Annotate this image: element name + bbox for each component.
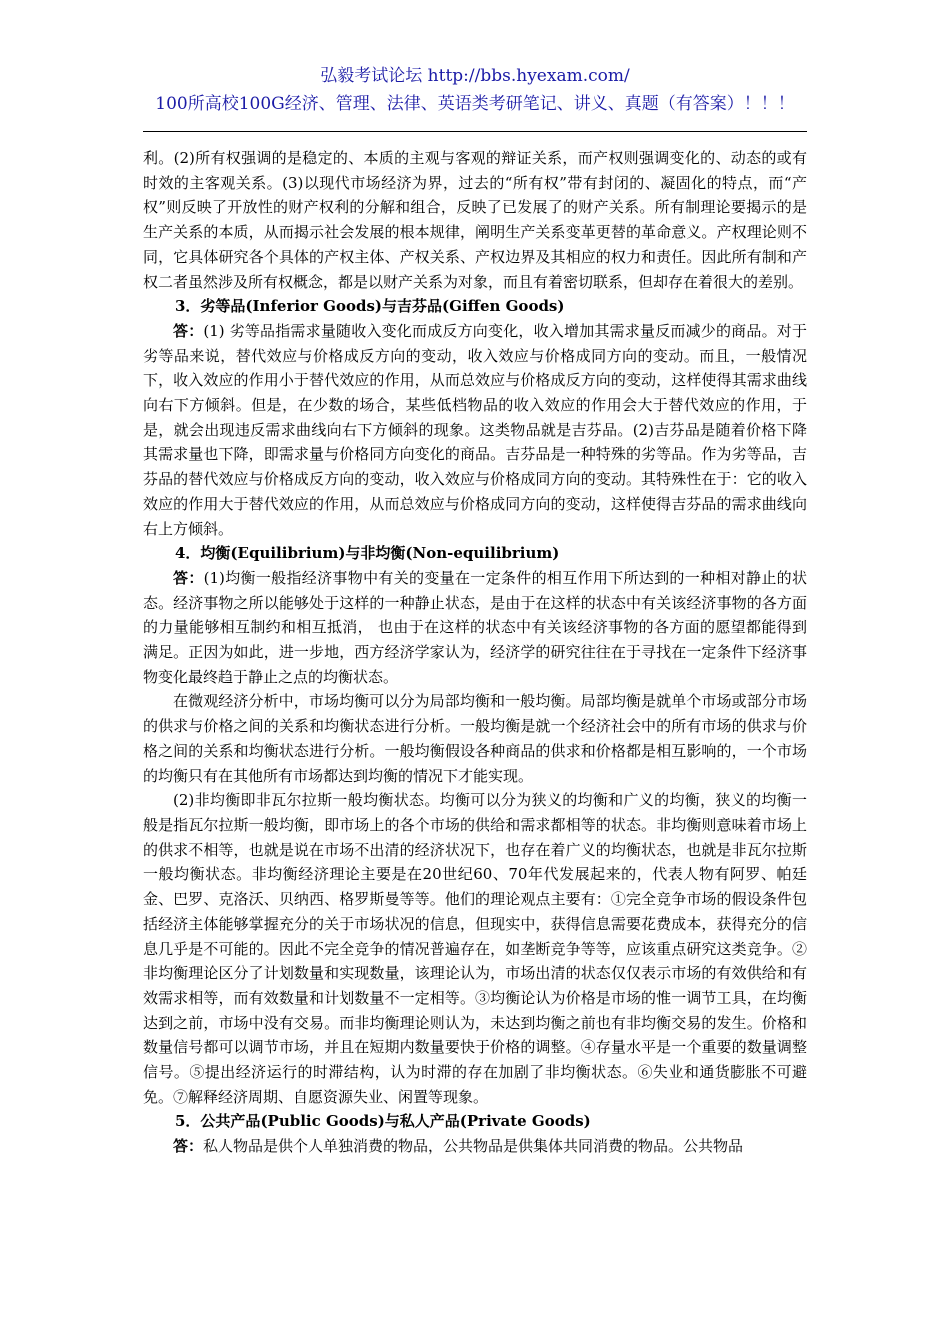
header-divider xyxy=(143,131,807,132)
paragraph-4b: 在微观经济分析中，市场均衡可以分为局部均衡和一般均衡。局部均衡是就单个市场或部分市场的供求与价格之间的关系和均衡状态进行分析。一般均衡是就一个经济社会中的所有市场的供求与价格之间的关系和均衡状态进行分析。一般均衡假设各种商品的供求和价格都是相互影响的，一个市场的均衡只有在其他所有市场都达到均衡的情况下才能实现。 xyxy=(143,692,807,785)
paragraph-3-text: (1) 劣等品指需求量随收入变化而成反方向变化，收入增加其需求量反而减少的商品。对于劣等品来说，替代效应与价格成反方向的变动，收入效应与价格成同方向的变动。而且，一般情况下，收入效应的作用小于替代效应的作用，从而总效应与价格成反方向的变动，这样使得其需求曲线向右下方倾斜。但是，在少数的场合，某些低档物品的收入效应的作用会大于替代效应的作用，于是，就会出现违反需求曲线向右下方倾斜的现象。这类物品就是吉芬品。(2)吉芬品是随着价格下降其需求量也下降，即需求量与价格同方向变化的商品。吉芬品是一种特殊的劣等品。作为劣等品，吉芬品的替代效应与价格成反方向的变动，收入效应与价格成同方向的变动。其特殊性在于：它的收入效应的作用大于替代效应的作用，从而总效应与价格成同方向的变动，这样使得吉芬品的需求曲线向右上方倾斜。 xyxy=(143,321,807,538)
paragraph-3 xyxy=(143,319,807,541)
paragraph-4a-text: (1)均衡一般指经济事物中有关的变量在一定条件的相互作用下所达到的一种相对静止的状态。经济事物之所以能够处于这样的一种静止状态，是由于在这样的状态中有关该经济事物的各方面的力量能够相互制约和相互抵消， 也由于在这样的状态中有关该经济事物的各方面的愿望都能得到满足。正因为如此，进一步地，西方经济学家认为，经济学的研究往往在于寻找在一定条件下经济事物变化最终趋于静止之点的均衡状态。 xyxy=(143,568,807,686)
answer-label: 答： xyxy=(173,568,204,587)
section-heading-5: 5．公共产品(Public Goods)与私人产品(Private Goods) xyxy=(175,1112,591,1131)
paragraph-intro: 利。(2)所有权强调的是稳定的、本质的主观与客观的辩证关系，而产权则强调变化的、动态的或有时效的主客观关系。(3)以现代市场经济为界，过去的“所有权”带有封闭的、凝固化的特点，而“产权”则反映了开放性的财产权利的分解和组合，反映了已发展了的财产关系。所有制理论要揭示的是生产关系的本质，从而揭示社会发展的根本规律，阐明生产关系变革更替的革命意义。产权理论则不同，它具体研究各个具体的产权主体、产权关系、产权边界及其相应的权力和责任。因此所有制和产权二者虽然涉及所有权概念，都是以财产关系为对象，而且有着密切联系，但却存在着很大的差别。 xyxy=(143,149,807,291)
section-heading-4: 4．均衡(Equilibrium)与非均衡(Non-equilibrium) xyxy=(175,544,560,563)
page-header xyxy=(0,64,950,116)
header-promo-line: 100所高校100G经济、管理、法律、英语类考研笔记、讲义、真题（有答案）！！！ xyxy=(155,94,795,114)
header-forum-line[interactable]: 弘毅考试论坛 http://bbs.hyexam.com/ xyxy=(320,66,630,86)
paragraph-5 xyxy=(143,1134,807,1159)
paragraph-5-text: 私人物品是供个人单独消费的物品，公共物品是供集体共同消费的物品。公共物品 xyxy=(203,1137,744,1156)
document-body xyxy=(143,146,807,1159)
paragraph-4c: (2)非均衡即非瓦尔拉斯一般均衡状态。均衡可以分为狭义的均衡和广义的均衡，狭义的均衡一般是指瓦尔拉斯一般均衡，即市场上的各个市场的供给和需求都相等的状态。非均衡则意味着市场上的供求不相等，也就是说在市场不出清的经济状况下，也存在着广义的均衡状态，也就是非瓦尔拉斯一般均衡状态。非均衡经济理论主要是在20世纪60、70年代发展起来的，代表人物有阿罗、帕廷金、巴罗、克洛沃、贝纳西、格罗斯曼等等。他们的理论观点主要有：①完全竞争市场的假设条件包括经济主体能够掌握充分的关于市场状况的信息，但现实中，获得信息需要花费成本，获得充分的信息几乎是不可能的。因此不完全竞争的情况普遍存在，如垄断竞争等等，应该重点研究这类竞争。②非均衡理论区分了计划数量和实现数量，该理论认为，市场出清的状态仅仅表示市场的有效供给和有效需求相等，而有效数量和计划数量不一定相等。③均衡论认为价格是市场的惟一调节工具，在均衡达到之前，市场中没有交易。而非均衡理论则认为，未达到均衡之前也有非均衡交易的发生。价格和数量信号都可以调节市场，并且在短期内数量要快于价格的调整。④存量水平是一个重要的数量调整信号。⑤提出经济运行的时滞结构，认为时滞的存在加剧了非均衡状态。⑥失业和通货膨胀不可避免。⑦解释经济周期、自愿资源失业、闲置等现象。 xyxy=(143,791,807,1106)
paragraph-4a xyxy=(143,566,807,690)
answer-label: 答： xyxy=(173,1137,204,1156)
answer-label: 答： xyxy=(173,321,204,340)
section-heading-3: 3．劣等品(Inferior Goods)与吉芬品(Giffen Goods) xyxy=(175,297,565,316)
